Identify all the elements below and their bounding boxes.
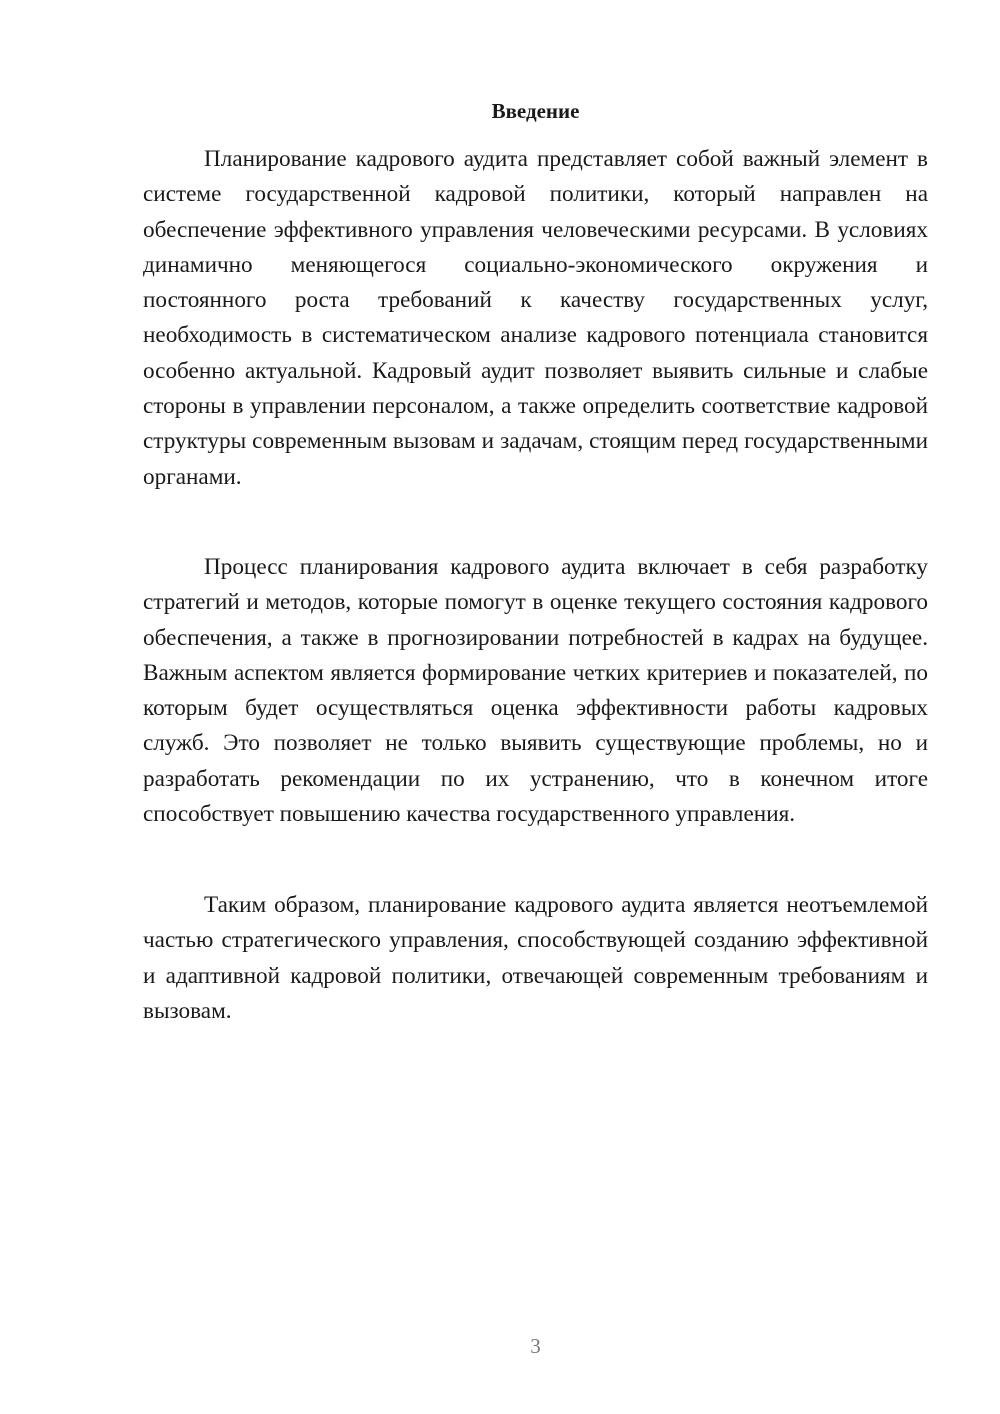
page-number: 3	[530, 1334, 541, 1358]
paragraph-3: Таким образом, планирование кадрового аудита является неотъемлемой частью стратегического управления, способствующей созданию эффективной и адаптивной кадровой политики, отвечающей современным требованиям и вызовам.	[143, 892, 928, 1024]
paragraph-1: Планирование кадрового аудита представляет собой важный элемент в системе государственной кадровой политики, который направлен на обеспечение эффективного управления человеческими ресурсами. В условиях динамично меняющегося социально-экономического окружения и постоянного роста требований к качеству государственных услуг, необходимость в систематическом анализе кадрового потенциала становится особенно актуальной. Кадровый аудит позволяет выявить сильные и слабые стороны в управлении персоналом, а также определить соответствие кадровой структуры современным вызовам и задачам, стоящим перед государственными органами.	[143, 146, 928, 490]
paragraph-2: Процесс планирования кадрового аудита включает в себя разработку стратегий и методов, которые помогут в оценке текущего состояния кадрового обеспечения, а также в прогнозировании потребностей в кадрах на будущее. Важным аспектом является формирование четких критериев и показателей, по которым будет осуществляться оценка эффективности работы кадровых служб. Это позволяет не только выявить существующие проблемы, но и разработать рекомендации по их устранению, что в конечном итоге способствует повышению качества государственного управления.	[143, 554, 928, 828]
section-title: Введение	[491, 99, 580, 123]
